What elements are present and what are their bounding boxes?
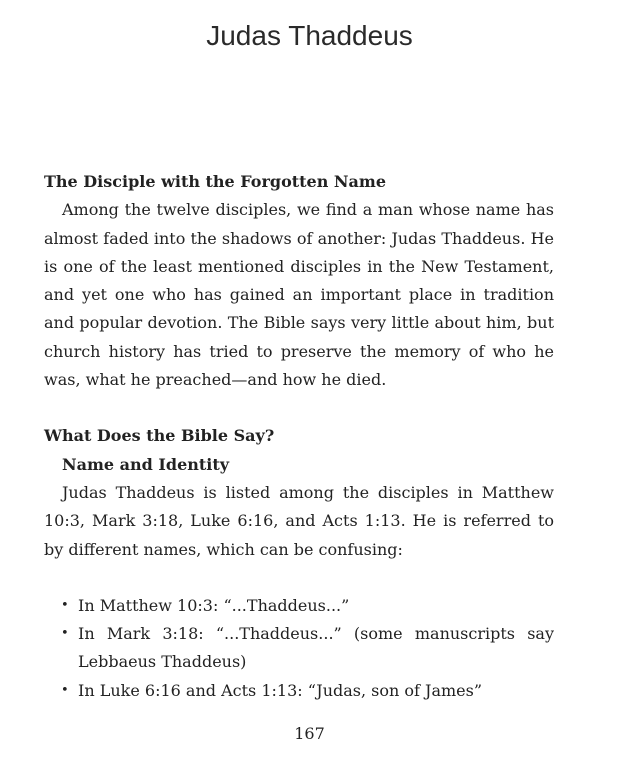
page-content	[44, 168, 554, 705]
section-spacer	[44, 394, 554, 422]
bullet-icon: •	[61, 682, 69, 698]
page-number: 167	[294, 724, 325, 743]
list-item-text: In Luke 6:16 and Acts 1:13: “Judas, son of James”	[78, 680, 483, 700]
name-references-list	[44, 592, 554, 705]
list-item-text: In Matthew 10:3: “...Thaddeus...”	[78, 595, 350, 615]
list-item-text: In Mark 3:18: “...Thaddeus...” (some manuscripts say Lebbaeus Thaddeus)	[78, 624, 554, 672]
bullet-icon: •	[61, 626, 69, 642]
intro-paragraph: Among the twelve disciples, we find a man whose name has almost faded into the shadows of another: Judas Thaddeus. He is one of the least mentioned disciples in the New Testament, and yet one who has gained an important place in tradition and popular devotion. The Bible says very little about him, but church history has tried to preserve the memory of who he was, what he preached—and how he died.	[44, 200, 554, 390]
chapter-title: Judas Thaddeus	[206, 20, 413, 51]
list-item	[44, 592, 554, 620]
identity-paragraph: Judas Thaddeus is listed among the disciples in Matthew 10:3, Mark 3:18, Luke 6:16, and Acts 1:13. He is referred to by different names, which can be confusing:	[44, 482, 554, 559]
bullet-icon: •	[61, 597, 69, 613]
subheading-name-identity: Name and Identity	[62, 454, 230, 474]
section-heading-forgotten-name: The Disciple with the Forgotten Name	[44, 172, 387, 191]
list-item	[44, 620, 554, 677]
list-item	[44, 677, 554, 705]
list-spacer	[44, 564, 554, 592]
section-heading-bible: What Does the Bible Say?	[44, 426, 275, 446]
